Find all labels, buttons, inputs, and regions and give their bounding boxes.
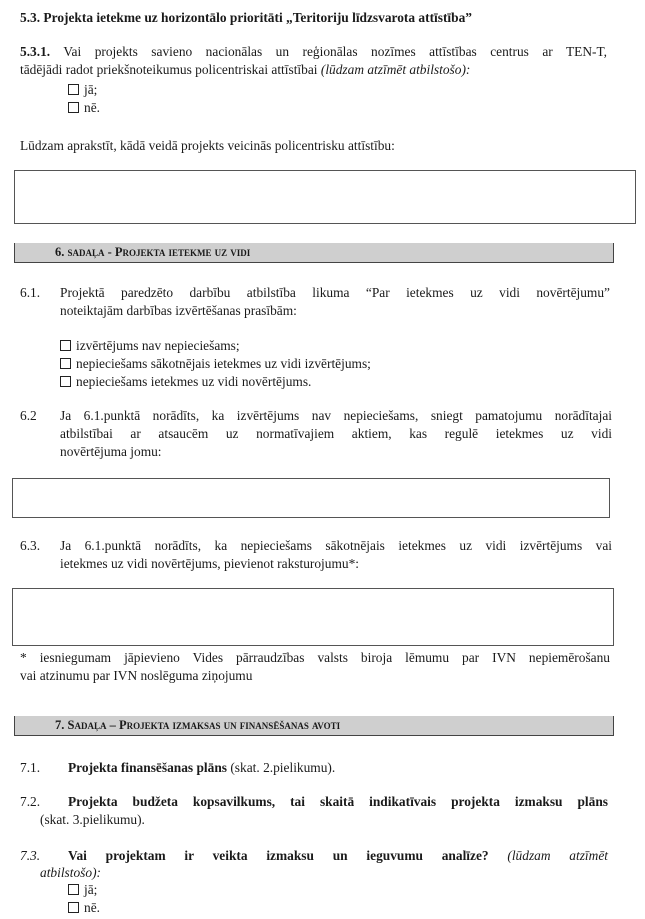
checkbox-option-no-assessment[interactable]: izvērtējums nav nepieciešams; xyxy=(60,338,240,354)
footnote-line2: vai atzinumu par IVN noslēguma ziņojumu xyxy=(20,668,253,683)
item-7-2-line1: Projekta budžeta kopsavilkums, tai skaitā indikatīvais projekta izmaksu plāns xyxy=(68,794,608,809)
hint-text: (lūdzam atzīmēt atbilstošo): xyxy=(320,62,471,77)
checkbox-icon[interactable] xyxy=(68,102,79,113)
question-6-3-line2: ietekmes uz vidi novērtējums, pievienot raksturojumu*: xyxy=(60,556,359,571)
item-7-1-number: 7.1. xyxy=(20,760,41,775)
section-6-header: 6. sadaļa - Projekta ietekme uz vidi xyxy=(14,243,614,263)
item-7-2-line2: (skat. 3.pielikumu). xyxy=(40,812,145,827)
footnote-line1: * iesniegumam jāpievieno Vides pārraudzības valsts biroja lēmumu par IVN nepiemērošanu xyxy=(20,650,610,665)
item-7-3-line1: Vai projektam ir veikta izmaksu un ieguvumu analīze? (lūdzam atzīmēt xyxy=(68,848,608,863)
checkbox-icon[interactable] xyxy=(60,340,71,351)
question-6-3-number: 6.3. xyxy=(20,538,41,553)
checkbox-icon[interactable] xyxy=(68,84,79,95)
question-6-1-number: 6.1. xyxy=(20,285,41,300)
section-5-3-heading: 5.3. Projekta ietekme uz horizontālo prioritāti „Teritoriju līdzsvarota attīstība” xyxy=(20,10,472,25)
question-6-2-line2: atbilstībai ar atsaucēm uz normatīvajiem aktiem, kas regulē ietekmes uz vidi xyxy=(60,426,612,441)
checkbox-icon[interactable] xyxy=(68,884,79,895)
item-7-3-line2: atbilstošo): xyxy=(40,865,102,880)
justification-field[interactable] xyxy=(12,478,610,518)
question-5-3-1-line2: tādējādi radot priekšnoteikumus policentriskai attīstībai (lūdzam atzīmēt atbilstošo): xyxy=(20,62,471,77)
item-7-2-number: 7.2. xyxy=(20,794,41,809)
question-6-2-line3: novērtējuma jomu: xyxy=(60,444,162,459)
item-7-1: Projekta finansēšanas plāns (skat. 2.pielikumu). xyxy=(68,760,336,775)
checkbox-option-yes[interactable]: jā; xyxy=(68,82,97,98)
question-6-3-line1: Ja 6.1.punktā norādīts, ka nepieciešams sākotnējais ietekmes uz vidi izvērtējums vai xyxy=(60,538,612,553)
checkbox-icon[interactable] xyxy=(60,376,71,387)
question-6-2-line1: Ja 6.1.punktā norādīts, ka izvērtējums nav nepieciešams, sniegt pamatojumu norādītajai xyxy=(60,408,612,423)
describe-prompt: Lūdzam aprakstīt, kādā veidā projekts veicinās policentrisku attīstību: xyxy=(20,138,395,153)
section-7-header: 7. Sadaļa – Projekta izmaksas un finansēšanas avoti xyxy=(14,716,614,736)
question-5-3-1-line1: 5.3.1. Vai projekts savieno nacionālas un reģionālas nozīmes attīstības centrus ar TEN-T, xyxy=(20,44,607,59)
checkbox-7-3-no[interactable]: nē. xyxy=(68,900,100,916)
checkbox-icon[interactable] xyxy=(60,358,71,369)
question-6-1-line2: noteiktajām darbības izvērtēšanas prasībām: xyxy=(60,303,297,318)
checkbox-icon[interactable] xyxy=(68,902,79,913)
policentric-description-field[interactable] xyxy=(14,170,636,224)
characteristics-field[interactable] xyxy=(12,588,614,646)
question-number: 5.3.1. xyxy=(20,44,51,59)
checkbox-option-eia[interactable]: nepieciešams ietekmes uz vidi novērtējums. xyxy=(60,374,311,390)
question-6-1-line1: Projektā paredzēto darbību atbilstība likuma “Par ietekmes uz vidi novērtējumu” xyxy=(60,285,610,300)
checkbox-7-3-yes[interactable]: jā; xyxy=(68,882,97,898)
item-7-3-number: 7.3. xyxy=(20,848,41,863)
checkbox-option-initial-assessment[interactable]: nepieciešams sākotnējais ietekmes uz vidi izvērtējums; xyxy=(60,356,371,372)
question-6-2-number: 6.2 xyxy=(20,408,37,423)
checkbox-option-no[interactable]: nē. xyxy=(68,100,100,116)
